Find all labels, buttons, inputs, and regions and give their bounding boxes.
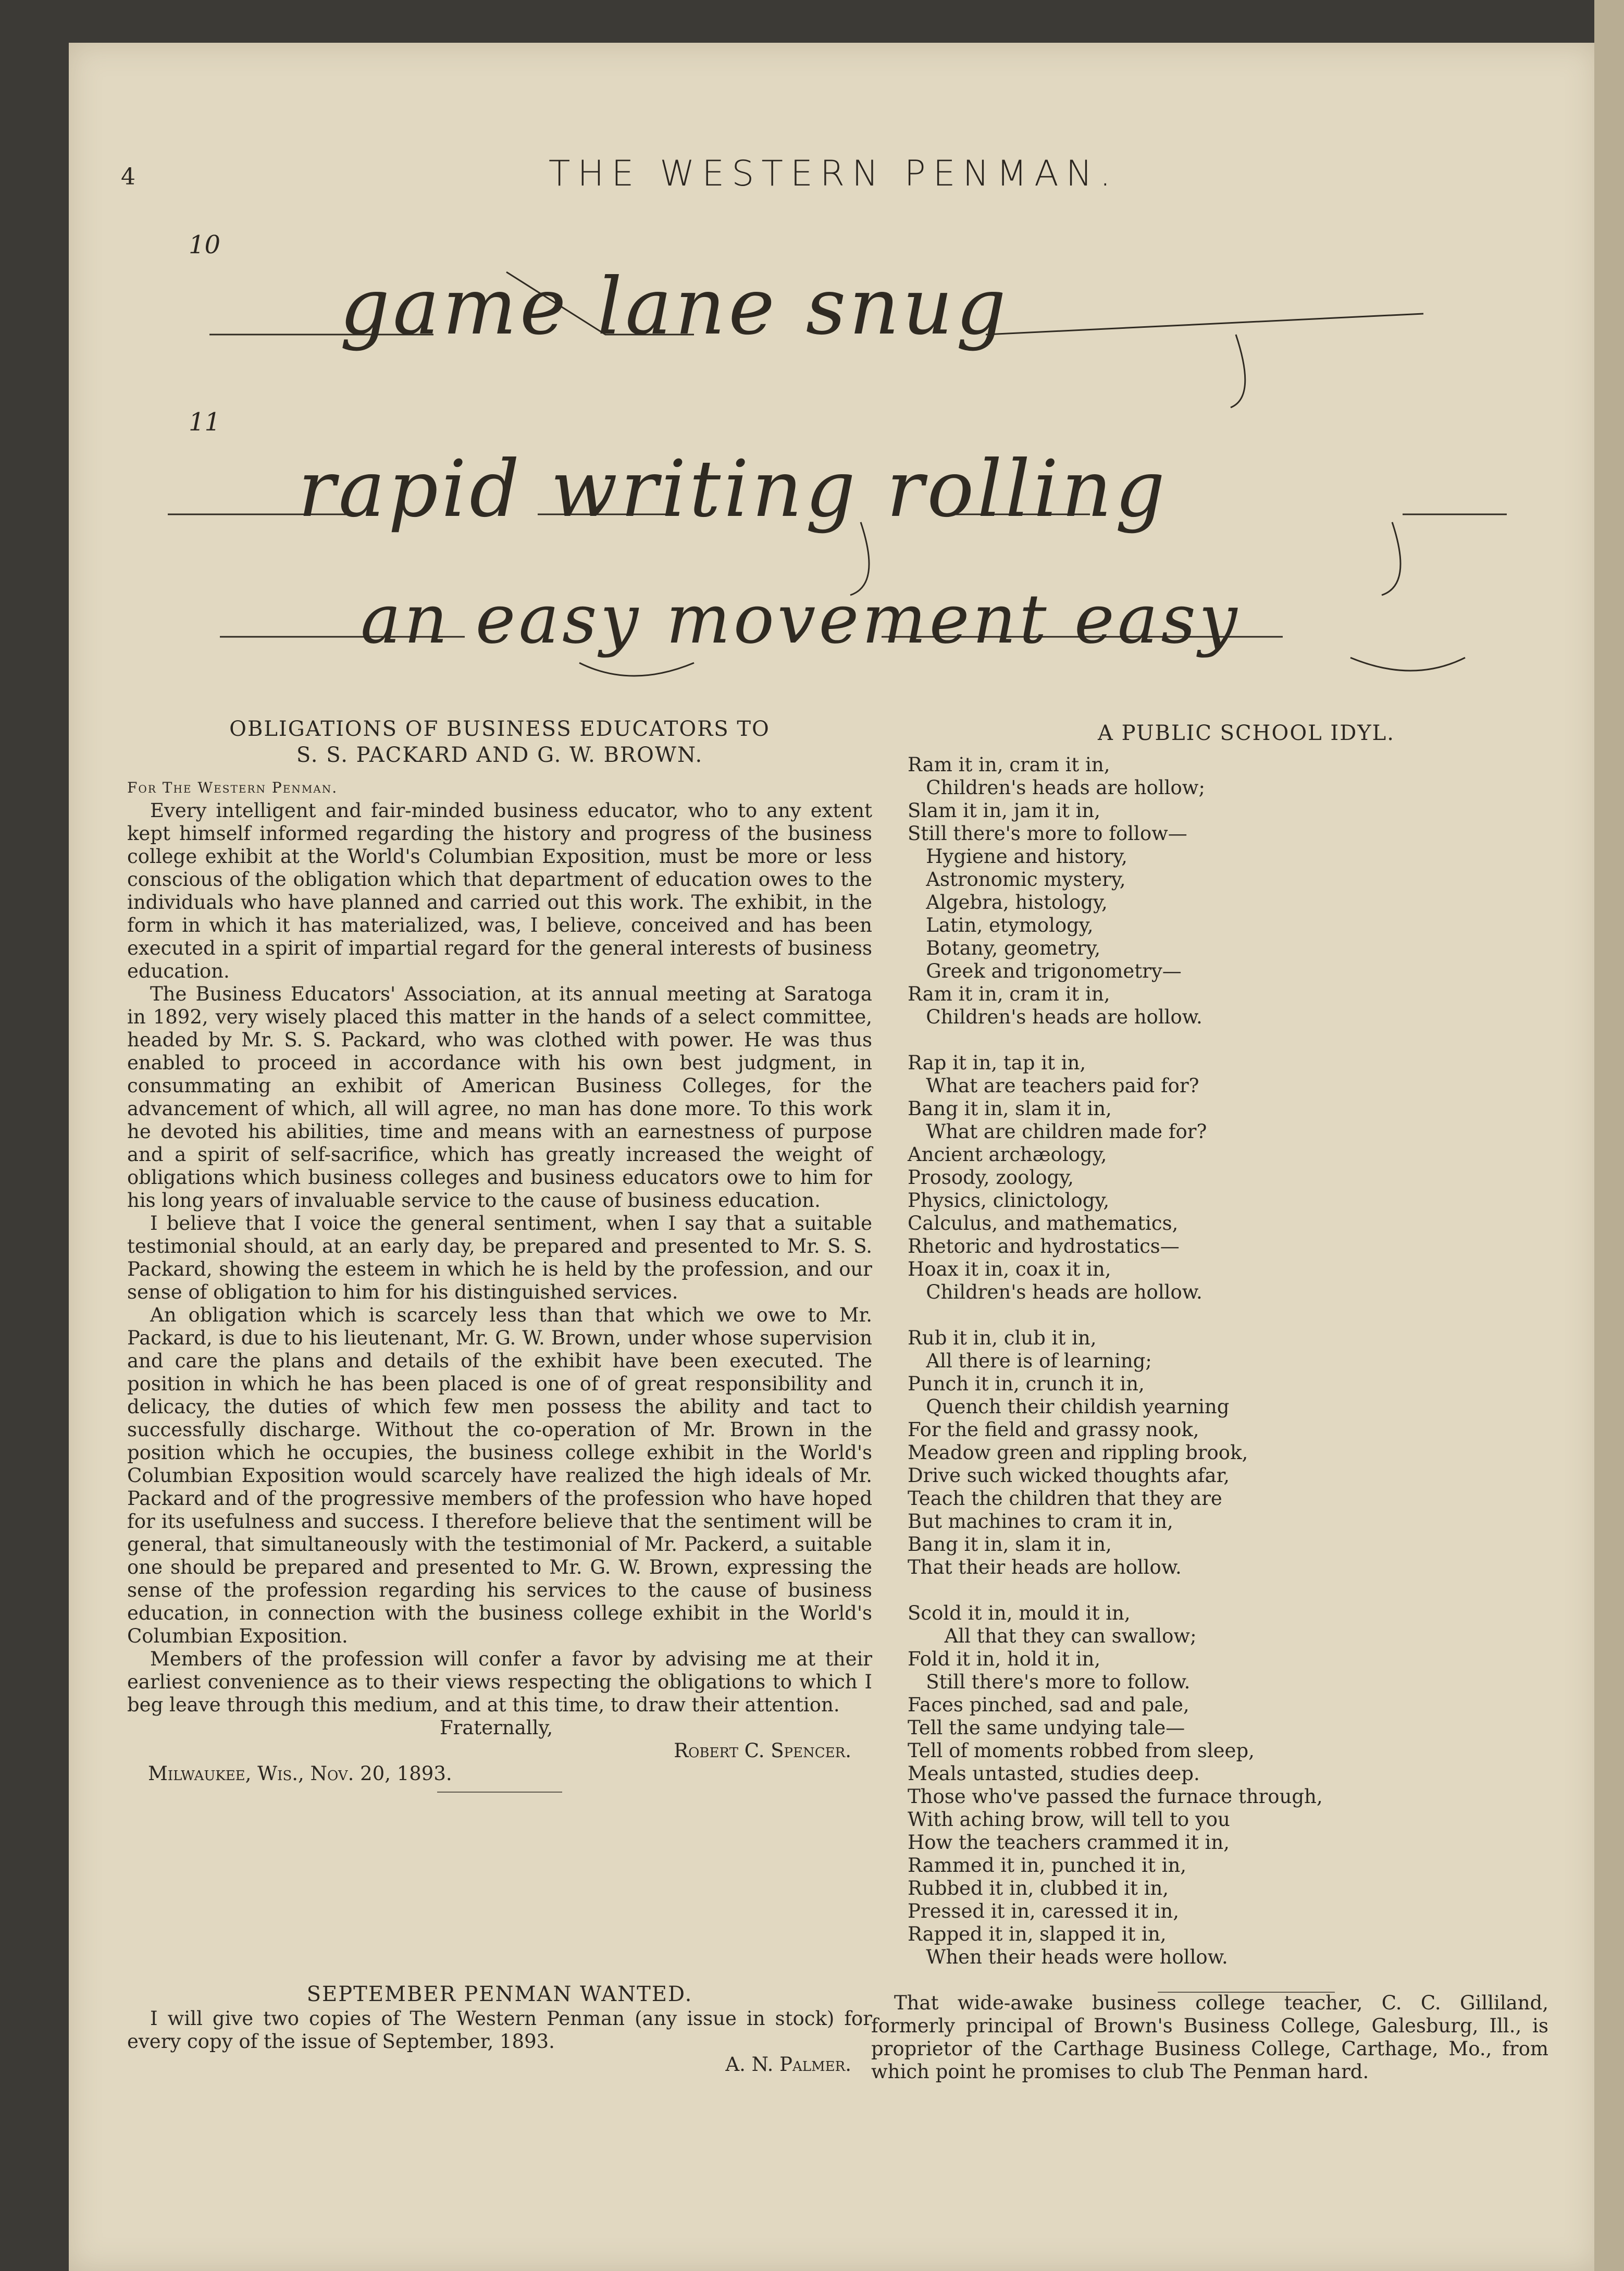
exercise-10-descender — [1231, 335, 1245, 408]
poem-line: Scold it in, mould it in, — [908, 1602, 1131, 1624]
article-paragraph: Every intelligent and fair-minded business educator, who to any extent kept himself informed regarding the history and progress of the business college exhibit at the World's Columbian Exposition, must be more or less conscious of the obligation which that department of education owes to the individuals who have planned and carried out this work. The exhibit, in the form in which it has materialized, was, I believe, conceived and has been executed in a spirit of impartial regard for the general interests of business education. — [127, 799, 872, 982]
poem-line: Algebra, histology, — [908, 891, 1108, 914]
poem-line: Faces pinched, sad and pale, — [908, 1694, 1189, 1716]
exercise-11-number: 11 — [189, 408, 221, 437]
news-item-gilliland — [871, 1992, 1548, 2083]
exercise-12-words: an easy movement easy — [361, 579, 1241, 659]
poem-line: What are children made for? — [908, 1120, 1207, 1143]
poem-line: How the teachers crammed it in, — [908, 1831, 1230, 1854]
poem-line: Still there's more to follow— — [908, 822, 1187, 845]
article-paragraph: The Business Educators' Association, at its annual meeting at Saratoga in 1892, very wisely placed this matter in the hands of a select committee, headed by Mr. S. S. Packard, who was clothed with power. He was thus enabled to proceed in accordance with his own best judgment, in consummating an exhibit of American Business Colleges, for the advancement of which, all will agree, no man has done more. To this work he devoted his abilities, time and means with an earnestness of purpose and a spirit of self-sacrifice, which has greatly increased the weight of obligations which business colleges and business educators owe to him for his long years of invaluable service to the cause of business education. — [127, 983, 872, 1212]
article-closing: Fraternally, — [440, 1717, 553, 1739]
poem-line: Hygiene and history, — [908, 845, 1127, 868]
notice-text: I will give two copies of The Western Penman (any issue in stock) for every copy of the issue of September, 1893. — [127, 2007, 872, 2053]
poem-stanza — [908, 1052, 1585, 1304]
poem-line: All there is of learning; — [908, 1350, 1152, 1372]
poem-line: Drive such wicked thoughts afar, — [908, 1464, 1230, 1487]
poem-line: Rubbed it in, clubbed it in, — [908, 1877, 1169, 1899]
poem-line: Quench their childish yearning — [908, 1396, 1230, 1418]
poem-line: But machines to cram it in, — [908, 1510, 1173, 1533]
notice-signature: A. N. Palmer. — [725, 2053, 851, 2076]
poem-line: Ram it in, cram it in, — [908, 754, 1110, 776]
exercise-12-descender — [1350, 658, 1465, 671]
poem-line: Tell of moments robbed from sleep, — [908, 1739, 1255, 1762]
article-obligations — [127, 716, 872, 1793]
exercise-11-descender-2 — [1382, 522, 1400, 595]
poem-line: With aching brow, will tell to you — [908, 1808, 1230, 1831]
poem-stanza — [908, 1602, 1585, 1969]
article-signature: Robert C. Spencer. — [674, 1739, 851, 1762]
article-paragraph: I believe that I voice the general sentiment, when I say that a suitable testimonial should, at an early day, be prepared and presented to Mr. S. S. Packard, showing the esteem in which he is held by the profession, and our sense of obligation to him for his distinguished services. — [127, 1212, 872, 1303]
poem-line: When their heads were hollow. — [908, 1946, 1228, 1968]
poem-line: Punch it in, crunch it in, — [908, 1373, 1145, 1395]
poem-line: Calculus, and mathematics, — [908, 1212, 1179, 1235]
poem-line: For the field and grassy nook, — [908, 1418, 1199, 1441]
poem-line: What are teachers paid for? — [908, 1075, 1199, 1097]
poem-line: Children's heads are hollow; — [908, 776, 1205, 799]
article-paragraph: An obligation which is scarcely less than that which we owe to Mr. Packard, is due to his lieutenant, Mr. G. W. Brown, under whose supervision and care the plans and details of the exhibit have been executed. The position in which he has been placed is one of of great responsibility and delicacy, the duties of which few men possess the ability and tact to successfully discharge. Without the co-operation of Mr. Brown in the position which he occupies, the business college exhibit in the World's Columbian Exposition would scarcely have realized the high ideals of Mr. Packard and of the progressive members of the profession who have hoped for its usefulness and success. I therefore believe that the sentiment will be general, that simultaneously with the testimonial of Mr. Packerd, a suitable one should be prepared and presented to Mr. G. W. Brown, expressing the sense of the profession regarding his services to the cause of business education, in connection with the business college exhibit in the World's Columbian Exposition. — [127, 1304, 872, 1647]
poem-line: Bang it in, slam it in, — [908, 1533, 1112, 1556]
poem-line: Rhetoric and hydrostatics— — [908, 1235, 1180, 1257]
article-place-date: Milwaukee, Wis., Nov. 20, 1893. — [148, 1762, 452, 1785]
poem-line: Rub it in, club it in, — [908, 1327, 1097, 1349]
poem-line: Those who've passed the furnace through, — [908, 1785, 1323, 1808]
exercise-11-words: rapid writing rolling — [298, 444, 1169, 535]
exercise-10-trail-stroke — [986, 314, 1423, 335]
exercise-10-words: game lane snug — [340, 262, 1009, 352]
poem-line: Prosody, zoology, — [908, 1166, 1074, 1189]
news-item-text: That wide-awake business college teacher, C. C. Gilliland, formerly principal of Brown's Business College, Galesburg, Ill., is proprietor of the Carthage Business College, Carthage, Mo., from which point he promises to club The Penman hard. — [871, 1992, 1548, 2083]
poem-line: Physics, clinictology, — [908, 1189, 1110, 1212]
poem-line: Slam it in, jam it in, — [908, 799, 1100, 822]
poem-line: Rapped it in, slapped it in, — [908, 1923, 1167, 1945]
poem-title: A PUBLIC SCHOOL IDYL. — [1098, 721, 1395, 745]
article-title-line-2: S. S. PACKARD AND G. W. BROWN. — [296, 743, 703, 767]
article-title-line-1: OBLIGATIONS OF BUSINESS EDUCATORS TO — [229, 717, 770, 741]
masthead-title: THE WESTERN PENMAN. — [548, 153, 1119, 194]
article-paragraph: Members of the profession will confer a favor by advising me at their earliest convenience as to their views respecting the obligations to which I beg leave through this medium, and at this time, to draw their attention. — [127, 1648, 872, 1716]
notice-september-penman — [127, 1981, 872, 2076]
poem-line: Botany, geometry, — [908, 937, 1101, 959]
magazine-page — [69, 43, 1598, 2271]
poem-line: Fold it in, hold it in, — [908, 1648, 1101, 1670]
poem-stanza — [908, 754, 1585, 1029]
poem-line: Rammed it in, punched it in, — [908, 1854, 1187, 1877]
poem-line: Rap it in, tap it in, — [908, 1052, 1086, 1074]
divider-rule — [437, 1792, 562, 1793]
exercise-10-number: 10 — [189, 230, 221, 260]
poem-line: Hoax it in, coax it in, — [908, 1258, 1111, 1280]
article-byline: For The Western Penman. — [127, 779, 338, 796]
exercise-12-descender-2 — [579, 663, 694, 676]
poem-line: Pressed it in, caressed it in, — [908, 1900, 1180, 1922]
poem-body — [908, 754, 1585, 1969]
poem-line: Children's heads are hollow. — [908, 1006, 1202, 1028]
page-edge — [1594, 0, 1624, 2271]
poem-line: Ram it in, cram it in, — [908, 983, 1110, 1005]
poem-stanza — [908, 1327, 1585, 1579]
poem-line: Ancient archæology, — [908, 1143, 1107, 1166]
poem-line: Meadow green and rippling brook, — [908, 1441, 1248, 1464]
poem-line: Meals untasted, studies deep. — [908, 1762, 1200, 1785]
poem-line: Latin, etymology, — [908, 914, 1094, 936]
poem-line: Astronomic mystery, — [908, 868, 1126, 891]
poem-line: Still there's more to follow. — [908, 1671, 1191, 1693]
poem-line: All that they can swallow; — [908, 1625, 1197, 1647]
poem-line: Greek and trigonometry— — [908, 960, 1182, 982]
poem-line: Bang it in, slam it in, — [908, 1097, 1112, 1120]
notice-title: SEPTEMBER PENMAN WANTED. — [306, 1982, 693, 2006]
poem-public-school-idyl — [908, 720, 1585, 1993]
poem-line: Tell the same undying tale— — [908, 1717, 1185, 1739]
page-number: 4 — [121, 164, 135, 190]
poem-line: Teach the children that they are — [908, 1487, 1222, 1510]
poem-line: Children's heads are hollow. — [908, 1281, 1202, 1303]
poem-line: That their heads are hollow. — [908, 1556, 1182, 1578]
